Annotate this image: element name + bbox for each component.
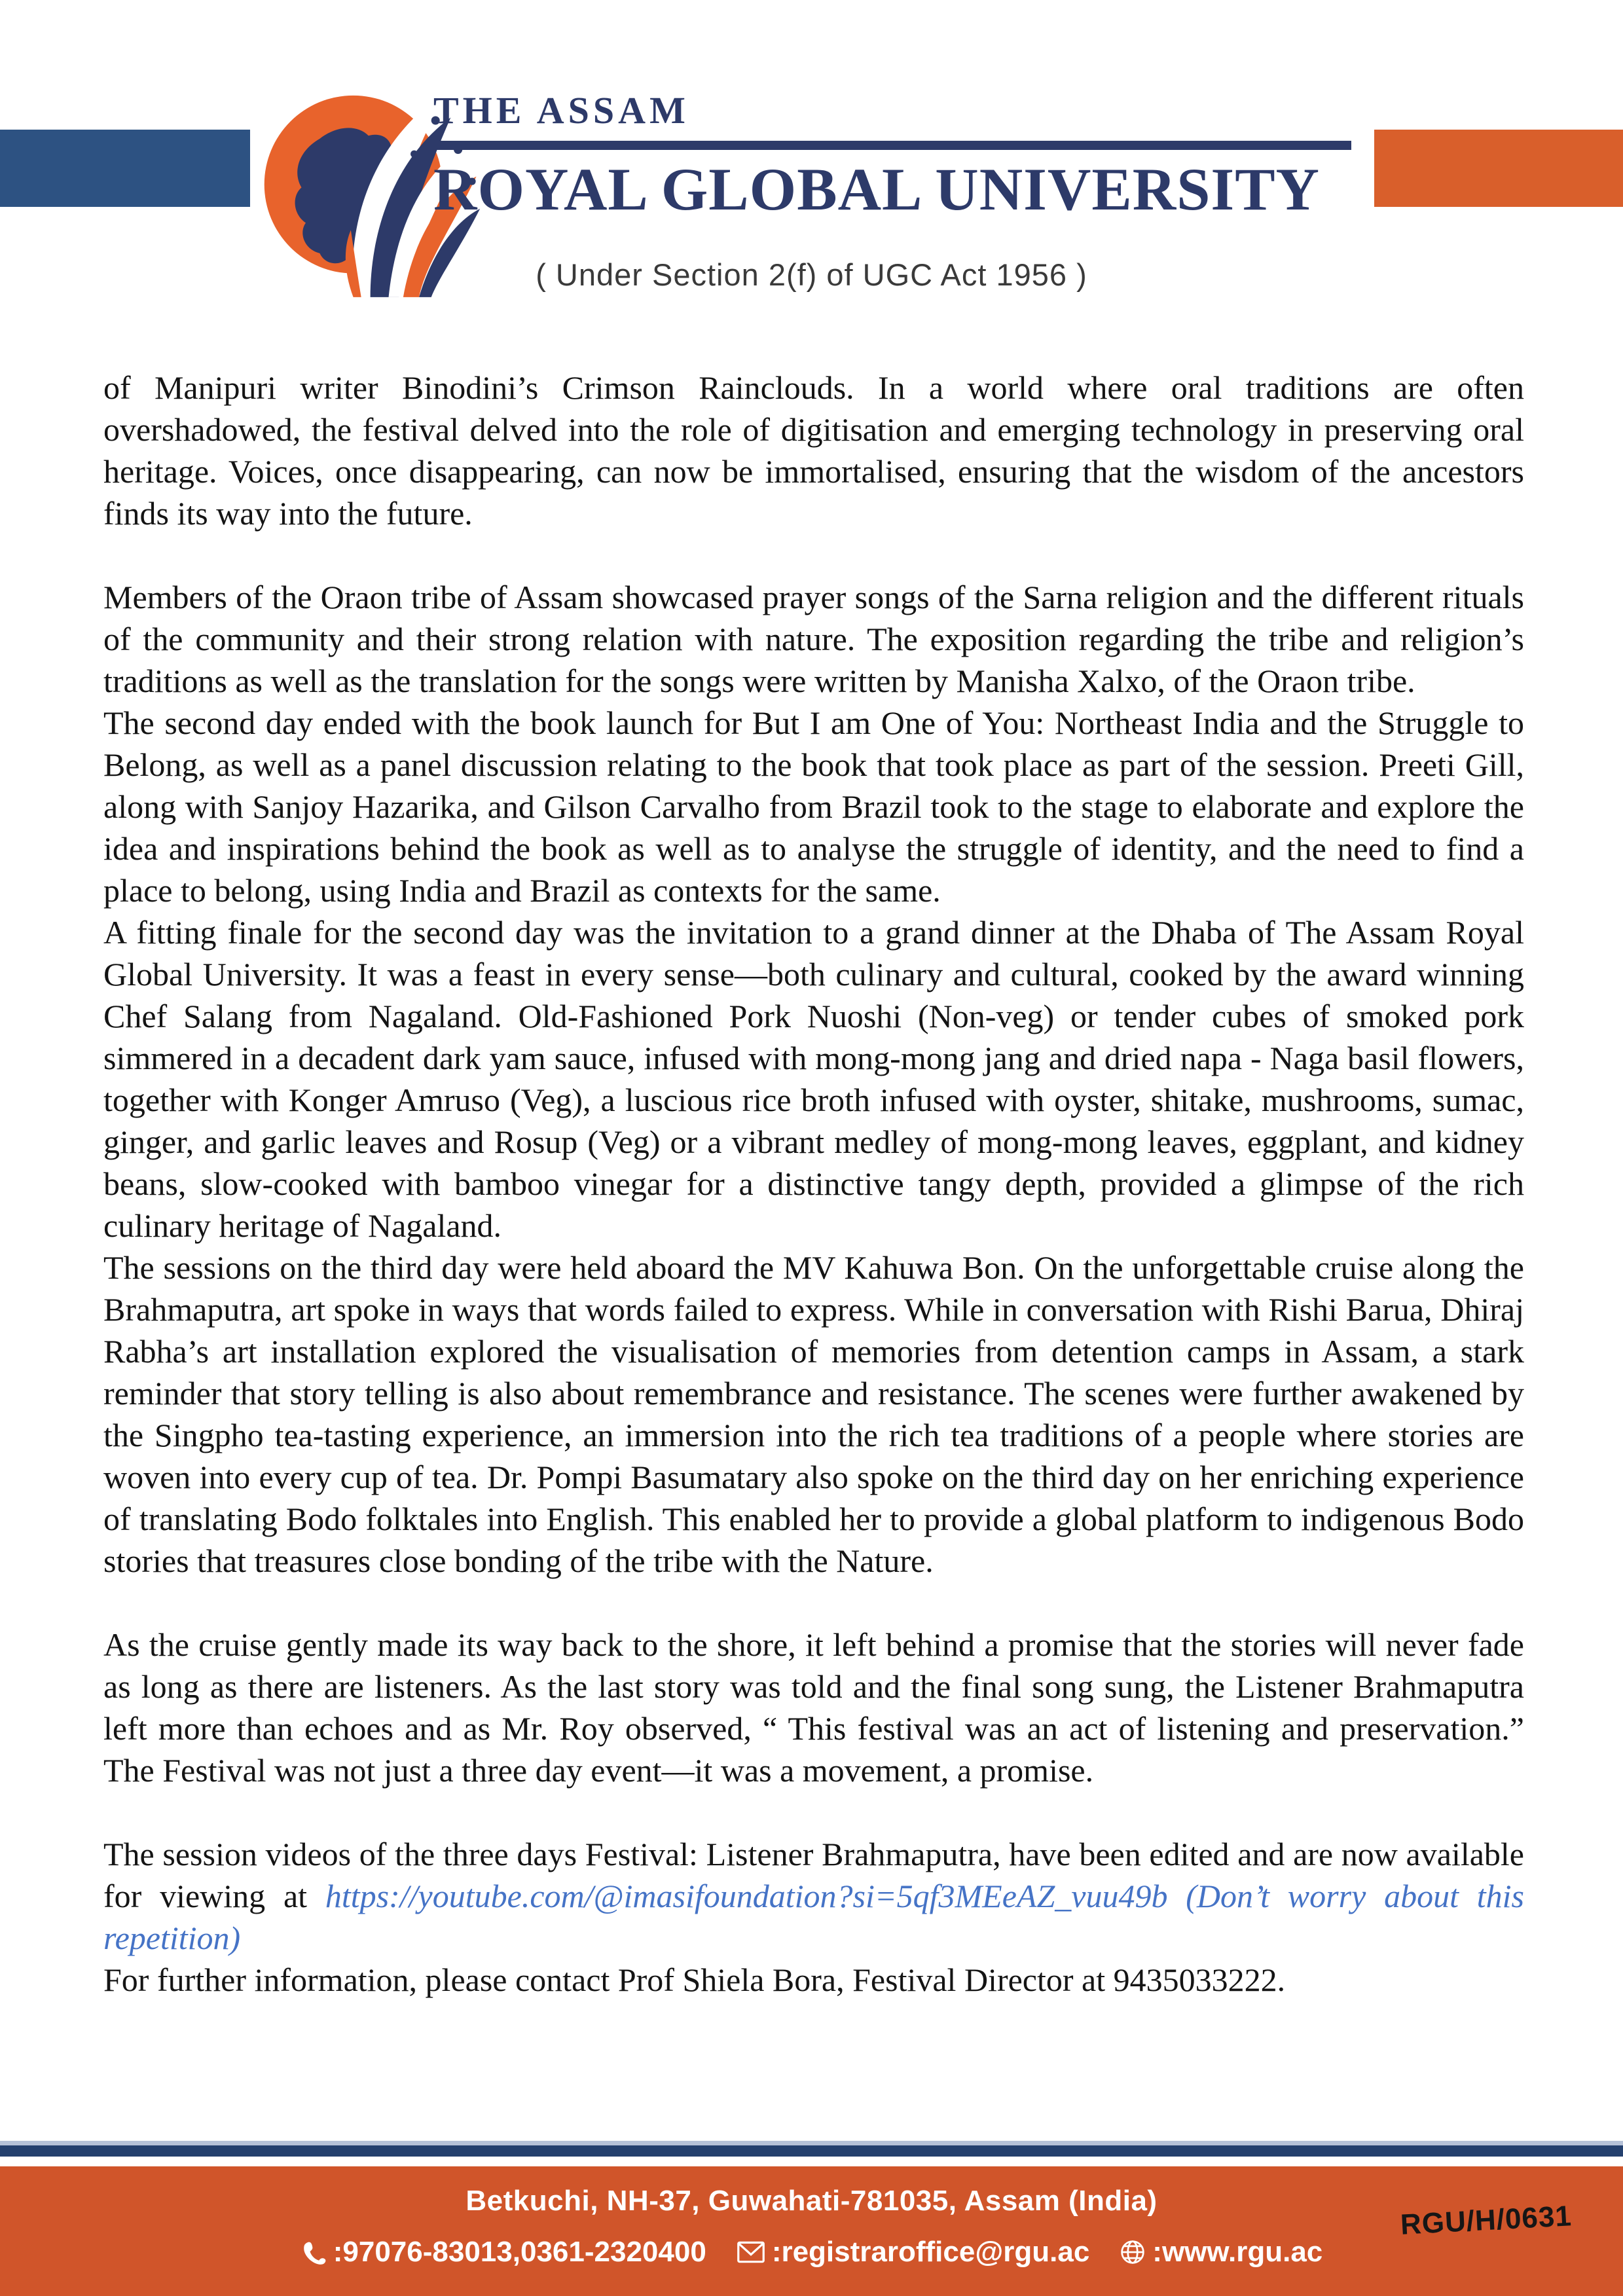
paragraph: Members of the Oraon tribe of Assam showcased prayer songs of the Sarna religion and the different rituals of the community and their strong relation with nature. The exposition regarding the tribe and religion’s traditions as well as the translation for the songs were written by Manisha Xalxo, of the Oraon tribe.	[103, 579, 1524, 699]
institution-name: ROYAL GLOBAL UNIVERSITY	[433, 156, 1320, 223]
footer-website	[1120, 2236, 1322, 2269]
youtube-link[interactable]: https://youtube.com/@imasifoundation?si=5qf3MEeAZ_vuu49b	[325, 1878, 1168, 1914]
title-rule	[433, 141, 1351, 150]
ugc-subtitle: ( Under Section 2(f) of UGC Act 1956 )	[536, 257, 1087, 292]
footer-email	[737, 2236, 1089, 2269]
paragraph: As the cruise gently made its way back to the shore, it left behind a promise that the stories will never fade as long as there are listeners. As the last story was told and the final song sung, the Listener Brahmaputra left more than echoes and as Mr. Roy observed, “ This festival was an act of listening and preservation.” The Festival was not just a three day event—it was a movement, a promise.	[103, 1626, 1524, 1789]
email-address: :registraroffice@rgu.ac	[771, 2236, 1090, 2268]
link-paragraph-before: The session videos of the three days Festival: Listener Brahmaputra, have been edited and are now available for viewing at	[103, 1836, 1524, 1914]
letter-body	[103, 367, 1524, 2001]
footer-code: RGU/H/0631	[1399, 2200, 1573, 2241]
paragraph-with-link	[103, 1833, 1524, 1959]
paragraph: The second day ended with the book launch for But I am One of You: Northeast India and the Struggle to Belong, as well as a panel discussion relating to the book that took place as part of the session. Preeti Gill, along with Sanjoy Hazarika, and Gilson Carvalho from Brazil took to the stage to elaborate and explore the idea and inspirations behind the book as well as to analyse the struggle of identity, and the need to find a place to belong, using India and Brazil as contexts for the same.	[103, 704, 1524, 909]
header-band-left	[0, 130, 250, 207]
email-icon	[737, 2240, 765, 2265]
website-url: :www.rgu.ac	[1152, 2236, 1323, 2268]
phone-number: :97076-83013,0361-2320400	[333, 2236, 706, 2268]
paragraph: A fitting finale for the second day was the invitation to a grand dinner at the Dhaba of The Assam Royal Global University. It was a feast in every sense—both culinary and cultural, cooked by the award winning Chef Salang from Nagaland. Old-Fashioned Pork Nuoshi (Non-veg) or tender cubes of smoked pork simmered in a decadent dark yam sauce, infused with mong-mong jang and dried napa - Naga basil flowers, together with Konger Amruso (Veg), a luscious rice broth infused with oyster, shitake, mushrooms, sumac, ginger, and garlic leaves and Rosup (Veg) or a vibrant medley of mong-mong leaves, eggplant, and kidney beans, slow-cooked with bamboo vinegar for a distinctive tangy depth, provided a glimpse of the rich culinary heritage of Nagaland.	[103, 914, 1524, 1244]
closing-line: For further information, please contact Prof Shiela Bora, Festival Director at 9435033222.	[103, 1961, 1286, 1998]
header-band-right	[1374, 130, 1623, 207]
link-paragraph-after: (Don’t worry about this repetition)	[103, 1878, 1524, 1956]
footer-bar	[0, 2166, 1623, 2296]
globe-icon	[1120, 2239, 1146, 2265]
footer-address: Betkuchi, NH-37, Guwahati-781035, Assam (India)	[465, 2185, 1158, 2217]
paragraph: of Manipuri writer Binodini’s Crimson Rainclouds. In a world where oral traditions are often overshadowed, the festival delved into the role of digitisation and emerging technology in preserving oral heritage. Voices, once disappearing, can now be immortalised, ensuring that the wisdom of the ancestors finds its way into the future.	[103, 369, 1524, 532]
phone-icon	[301, 2239, 327, 2265]
footer-contacts	[0, 2236, 1623, 2269]
paragraph: The sessions on the third day were held aboard the MV Kahuwa Bon. On the unforgettable cruise along the Brahmaputra, art spoke in ways that words failed to express. While in conversation with Rishi Barua, Dhiraj Rabha’s art installation explored the visualisation of memories from detention camps in Assam, a stark reminder that story telling is also about remembrance and resistance. The scenes were further awakened by the Singpho tea-tasting experience, an immersion into the rich tea traditions of a people where stories are woven into every cup of tea. Dr. Pompi Basumatary also spoke on the third day on her enriching experience of translating Bodo folktales into English. This enabled her to provide a global platform to indigenous Bodo stories that treasures close bonding of the tribe with the Nature.	[103, 1249, 1524, 1579]
footer-divider-light	[0, 2141, 1623, 2145]
footer-phone	[301, 2236, 706, 2269]
masthead	[433, 89, 1351, 223]
institution-prefix: THE ASSAM	[433, 89, 689, 132]
footer-divider-navy	[0, 2145, 1623, 2157]
